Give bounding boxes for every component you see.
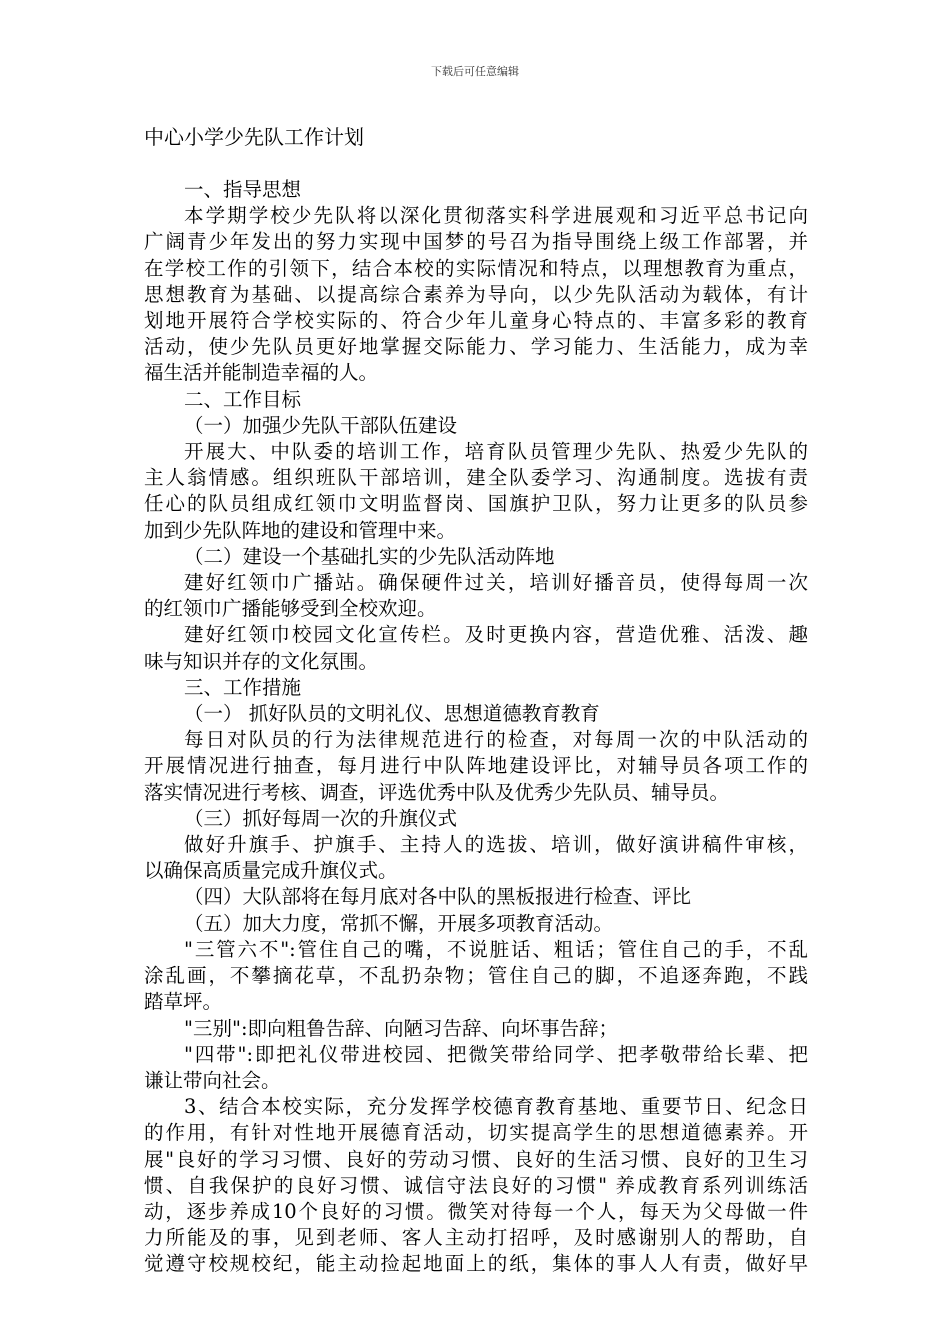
text-line: 惯、自我保护的良好习惯、诚信守法良好的习惯" 养成教育系列训练活 [144,1173,808,1197]
text-line: （二）建设一个基础扎实的少先队活动阵地 [184,544,555,568]
page-header-note: 下载后可任意编辑 [431,65,519,78]
text-line: 踏草坪。 [144,990,223,1014]
text-line: 味与知识并存的文化氛围。 [144,649,379,673]
text-line: 展"良好的学习习惯、良好的劳动习惯、良好的生活习惯、良好的卫生习 [144,1147,808,1171]
text-line: 加到少先队阵地的建设和管理中来。 [144,518,457,542]
text-line: 思想教育为基础、以提高综合素养为导向，以少先队活动为载体，有计 [144,282,808,306]
text-line: （一）加强少先队干部队伍建设 [184,413,458,437]
text-line: 觉遵守校规校纪，能主动捡起地面上的纸，集体的事人人有责，做好早 [144,1252,808,1276]
text-line: 动，逐步养成10个良好的习惯。微笑对待每一个人，每天为父母做一件 [144,1199,808,1223]
document-lines [144,177,808,1278]
text-line: 任心的队员组成红领巾文明监督岗、国旗护卫队，努力让更多的队员参 [144,492,808,516]
text-line: 的红领巾广播能够受到全校欢迎。 [144,597,437,621]
text-line: 谦让带向社会。 [144,1068,281,1092]
text-line: 涂乱画，不攀摘花草，不乱扔杂物；管住自己的脚，不追逐奔跑，不践 [144,964,808,988]
document-title: 中心小学少先队工作计划 [144,125,364,149]
text-line: 的作用，有针对性地开展德育活动，切实提高学生的思想道德素养。开 [144,1121,808,1145]
text-line: 开展情况进行抽查，每月进行中队阵地建设评比，对辅导员各项工作的 [144,754,808,778]
text-line: 活动，使少先队员更好地掌握交际能力、学习能力、生活能力，成为幸 [144,335,808,359]
text-line: 每日对队员的行为法律规范进行的检查，对每周一次的中队活动的 [184,728,808,752]
text-line: 主人翁情感。组织班队干部培训，建全队委学习、沟通制度。选拔有责 [144,466,808,490]
text-line: 建好红领巾校园文化宣传栏。及时更换内容，营造优雅、活泼、趣 [184,623,808,647]
text-line: 开展大、中队委的培训工作，培育队员管理少先队、热爱少先队的 [184,440,808,464]
text-line: 落实情况进行考核、调查，评选优秀中队及优秀少先队员、辅导员。 [144,780,730,804]
text-line: "三管六不":管住自己的嘴，不说脏话、粗话；管住自己的手，不乱 [184,937,808,961]
text-line: 以确保高质量完成升旗仪式。 [144,859,398,883]
text-line: 在学校工作的引领下，结合本校的实际情况和特点，以理想教育为重点， [144,256,808,280]
text-line: 一、指导思想 [184,178,302,201]
text-line: 做好升旗手、护旗手、主持人的选拔、培训，做好演讲稿件审核， [184,833,808,857]
text-line: 二、工作目标 [184,387,302,411]
text-line: 3、结合本校实际，充分发挥学校德育教育基地、重要节日、纪念日 [184,1095,808,1119]
text-line: 广阔青少年发出的努力实现中国梦的号召为指导围绕上级工作部署，并 [144,230,808,254]
text-line: 三、工作措施 [184,675,302,699]
text-line: （五）加大力度，常抓不懈，开展多项教育活动。 [184,911,614,935]
document-body [144,124,808,1278]
text-line: （四）大队部将在每月底对各中队的黑板报进行检查、评比 [184,885,692,909]
text-line: "三别":即向粗鲁告辞、向陋习告辞、向坏事告辞； [184,1016,619,1040]
text-line: 力所能及的事，见到老师、客人主动打招呼，及时感谢别人的帮助，自 [144,1226,808,1250]
text-line: （一） 抓好队员的文明礼仪、思想道德教育教育 [184,702,600,726]
text-line: 本学期学校少先队将以深化贯彻落实科学进展观和习近平总书记向 [184,204,808,228]
text-line: （三）抓好每周一次的升旗仪式 [184,806,458,830]
text-line: 建好红领巾广播站。确保硬件过关，培训好播音员，使得每周一次 [184,571,808,595]
text-line: 福生活并能制造幸福的人。 [144,361,379,385]
text-line: "四带":即把礼仪带进校园、把微笑带给同学、把孝敬带给长辈、把 [184,1042,808,1066]
text-line: 划地开展符合学校实际的、符合少年儿童身心特点的、丰富多彩的教育 [144,309,808,333]
